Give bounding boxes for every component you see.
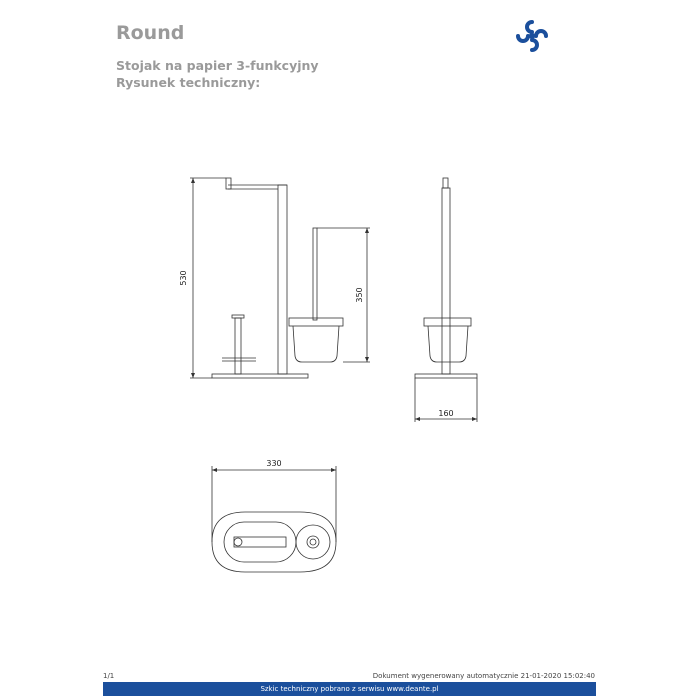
product-name: Stojak na papier 3-funkcyjny xyxy=(116,58,319,73)
top-view xyxy=(212,466,336,572)
side-view xyxy=(415,178,477,422)
dimension-height-total: 530 xyxy=(179,270,188,286)
dimension-depth: 160 xyxy=(438,409,454,418)
drawing-label: Rysunek techniczny: xyxy=(116,75,261,90)
generated-timestamp: Dokument wygenerowany automatycznie 21-01-2020 15:02:40 xyxy=(372,672,595,680)
front-view xyxy=(190,178,370,378)
page-number: 1/1 xyxy=(103,672,115,680)
footer-source-bar: Szkic techniczny pobrano z serwisu www.deante.pl xyxy=(103,682,596,696)
page-title: Round xyxy=(116,22,185,44)
dimension-height-brush: 350 xyxy=(355,287,364,303)
dimension-width: 330 xyxy=(266,459,282,468)
